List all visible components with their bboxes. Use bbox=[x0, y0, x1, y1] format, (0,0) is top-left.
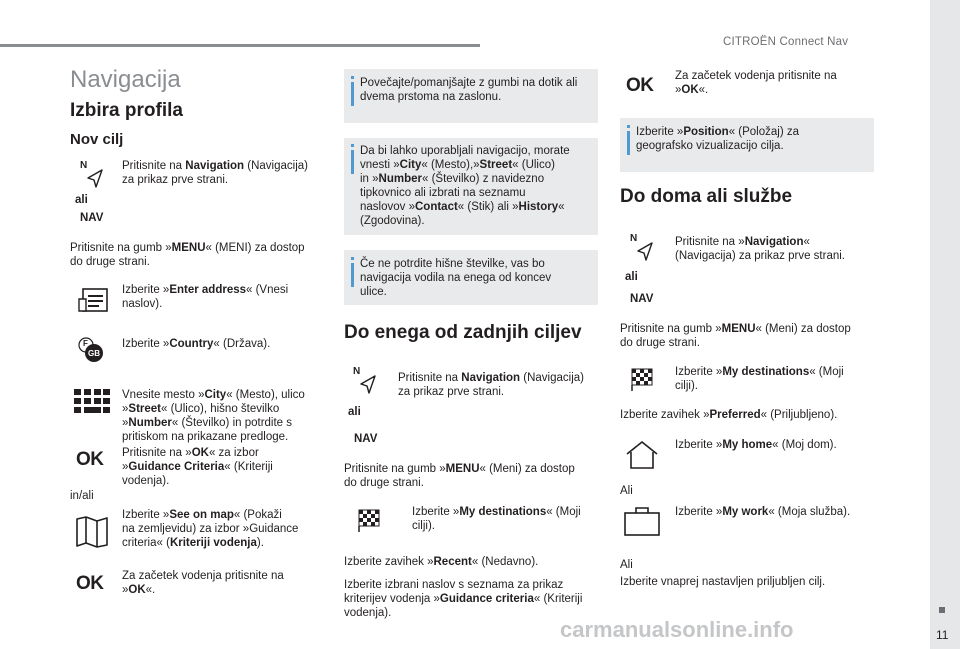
instruction-text: Izberite »My destinations« (Moji cilji). bbox=[675, 366, 844, 392]
navigation-icon: N ali bbox=[75, 160, 105, 220]
instruction-text: Pritisnite na Navigation (Navigacija) za prikaz prve strani. bbox=[398, 372, 584, 398]
brand-header: CITROËN Connect Nav bbox=[723, 36, 849, 48]
instruction-text: Pritisnite na gumb »MENU« (Meni) za dostop do druge strani. bbox=[344, 463, 575, 489]
nav-button-label: NAV bbox=[80, 212, 104, 224]
instruction-text: Izberite »My work« (Moja služba). bbox=[675, 506, 851, 518]
keyboard-icon bbox=[74, 389, 110, 415]
connector-text: Ali bbox=[620, 559, 633, 571]
instruction-text: Pritisnite na gumb »MENU« (MENI) za dostop do druge strani. bbox=[70, 242, 305, 268]
watermark: carmanualsonline.info bbox=[560, 617, 794, 642]
checkered-flag-icon bbox=[630, 367, 654, 391]
page-title: Navigacija bbox=[70, 66, 181, 93]
instruction-text: Za začetek vodenja pritisnite na »OK«. bbox=[675, 70, 837, 96]
instruction-text: Izberite »My home« (Moj dom). bbox=[675, 439, 837, 451]
info-note: Povečajte/pomanjšajte z gumbi na dotik ali dvema prstoma na zaslonu. bbox=[344, 69, 598, 123]
instruction-text: Izberite »Country« (Država). bbox=[122, 338, 271, 350]
instruction-text: Pritisnite na »OK« za izbor »Guidance Criteria« (Kriteriji vodenja). bbox=[122, 447, 273, 487]
instruction-text: Izberite »Enter address« (Vnesi naslov). bbox=[122, 284, 289, 310]
navigation-icon: N ali bbox=[625, 233, 655, 293]
country-flag-icon: F GB bbox=[78, 336, 106, 364]
instruction-text: Izberite zavihek »Recent« (Nedavno). bbox=[344, 556, 539, 568]
info-note: Izberite »Position« (Položaj) za geografsko vizualizacijo cilja. bbox=[620, 118, 874, 172]
instruction-text: Izberite izbrani naslov s seznama za prikaz kriterijev vodenja »Guidance criteria« (Kriteriji vodenja). bbox=[344, 579, 583, 619]
ok-icon: OK bbox=[76, 449, 104, 470]
info-note: Če ne potrdite hišne številke, vas bo navigacija vodila na enega od koncev ulice. bbox=[344, 250, 598, 305]
map-icon bbox=[75, 515, 109, 549]
right-margin-bar bbox=[930, 0, 960, 649]
nav-button-label: NAV bbox=[354, 433, 378, 445]
instruction-text: Izberite vnaprej nastavljen priljubljen cilj. bbox=[620, 576, 826, 588]
instruction-text: Za začetek vodenja pritisnite na »OK«. bbox=[122, 570, 284, 596]
instruction-text: Izberite »My destinations« (Moji cilji). bbox=[412, 506, 581, 532]
page-marker bbox=[939, 607, 945, 613]
info-icon bbox=[351, 257, 354, 260]
connector-text: Ali bbox=[620, 485, 633, 497]
briefcase-icon bbox=[623, 504, 661, 538]
last-destinations-heading: Do enega od zadnjih ciljev bbox=[344, 322, 582, 343]
instruction-text: Izberite zavihek »Preferred« (Priljubljeno). bbox=[620, 409, 838, 421]
page-number: 11 bbox=[936, 628, 949, 642]
info-icon bbox=[351, 76, 354, 79]
instruction-text: Izberite »See on map« (Pokaži na zemljevidu) za izbor »Guidance criteria« (Kriteriji vodenja). bbox=[122, 509, 299, 549]
info-icon bbox=[351, 144, 354, 147]
navigation-icon: N ali bbox=[348, 366, 378, 426]
info-icon bbox=[627, 125, 630, 128]
instruction-text: Pritisnite na gumb »MENU« (Meni) za dostop do druge strani. bbox=[620, 323, 851, 349]
profile-heading: Izbira profila bbox=[70, 100, 183, 121]
ok-icon: OK bbox=[626, 75, 654, 96]
connector-text: in/ali bbox=[70, 490, 94, 502]
home-work-heading: Do doma ali službe bbox=[620, 186, 793, 207]
info-note: Da bi lahko uporabljali navigacijo, morate vnesti »City« (Mesto),»Street« (Ulico) in »Number« (Številko) z navidezno tipkovnico ali izbrati na seznamu naslovov »Contact« (Stik) ali »History« (Zgodovina). bbox=[344, 138, 598, 235]
home-icon bbox=[624, 440, 660, 470]
header-rule bbox=[0, 44, 480, 47]
nav-button-label: NAV bbox=[630, 293, 654, 305]
checkered-flag-icon bbox=[357, 508, 381, 532]
instruction-text: Pritisnite na »Navigation« (Navigacija) za prikaz prve strani. bbox=[675, 236, 846, 262]
new-destination-heading: Nov cilj bbox=[70, 131, 124, 148]
instruction-text: Vnesite mesto »City« (Mesto), ulico »Street« (Ulico), hišno številko »Number« (Številko) in potrdite s pritiskom na prikazane predloge. bbox=[122, 389, 305, 443]
address-icon bbox=[77, 286, 109, 316]
instruction-text: Pritisnite na Navigation (Navigacija) za prikaz prve strani. bbox=[122, 160, 308, 186]
ok-icon: OK bbox=[76, 573, 104, 594]
